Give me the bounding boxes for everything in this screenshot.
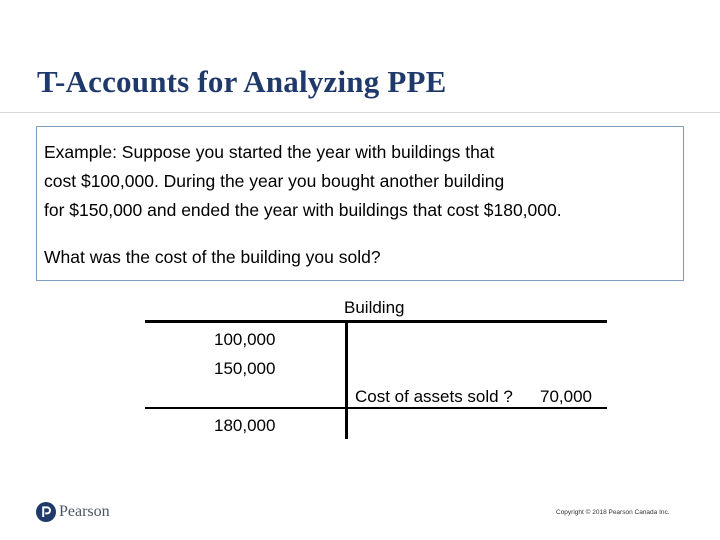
example-box [36, 126, 684, 281]
pearson-wordmark: Pearson [59, 503, 110, 520]
credit-entry-value: 70,000 [540, 387, 592, 406]
pearson-logo [36, 502, 110, 522]
debit-entry-purchase: 150,000 [214, 359, 276, 378]
copyright-notice: Copyright © 2018 Pearson Canada Inc. [556, 509, 670, 516]
t-account-top-bar [145, 320, 607, 323]
example-line-3: for $150,000 and ended the year with buildings that cost $180,000. [44, 200, 562, 220]
credit-entry-label: Cost of assets sold ? [355, 387, 513, 406]
slide-title: T-Accounts for Analyzing PPE [37, 64, 447, 99]
t-account-title: Building [344, 298, 405, 317]
debit-entry-beginning: 100,000 [214, 330, 276, 349]
example-line-2: cost $100,000. During the year you bought another building [44, 171, 505, 191]
title-divider [0, 112, 720, 113]
ending-balance: 180,000 [214, 416, 276, 435]
example-line-1: Example: Suppose you started the year with buildings that [44, 142, 495, 162]
t-account-balance-rule [145, 407, 607, 409]
t-account-divider [345, 321, 348, 439]
example-question: What was the cost of the building you sold? [44, 247, 381, 267]
pearson-logo-icon [36, 502, 56, 522]
